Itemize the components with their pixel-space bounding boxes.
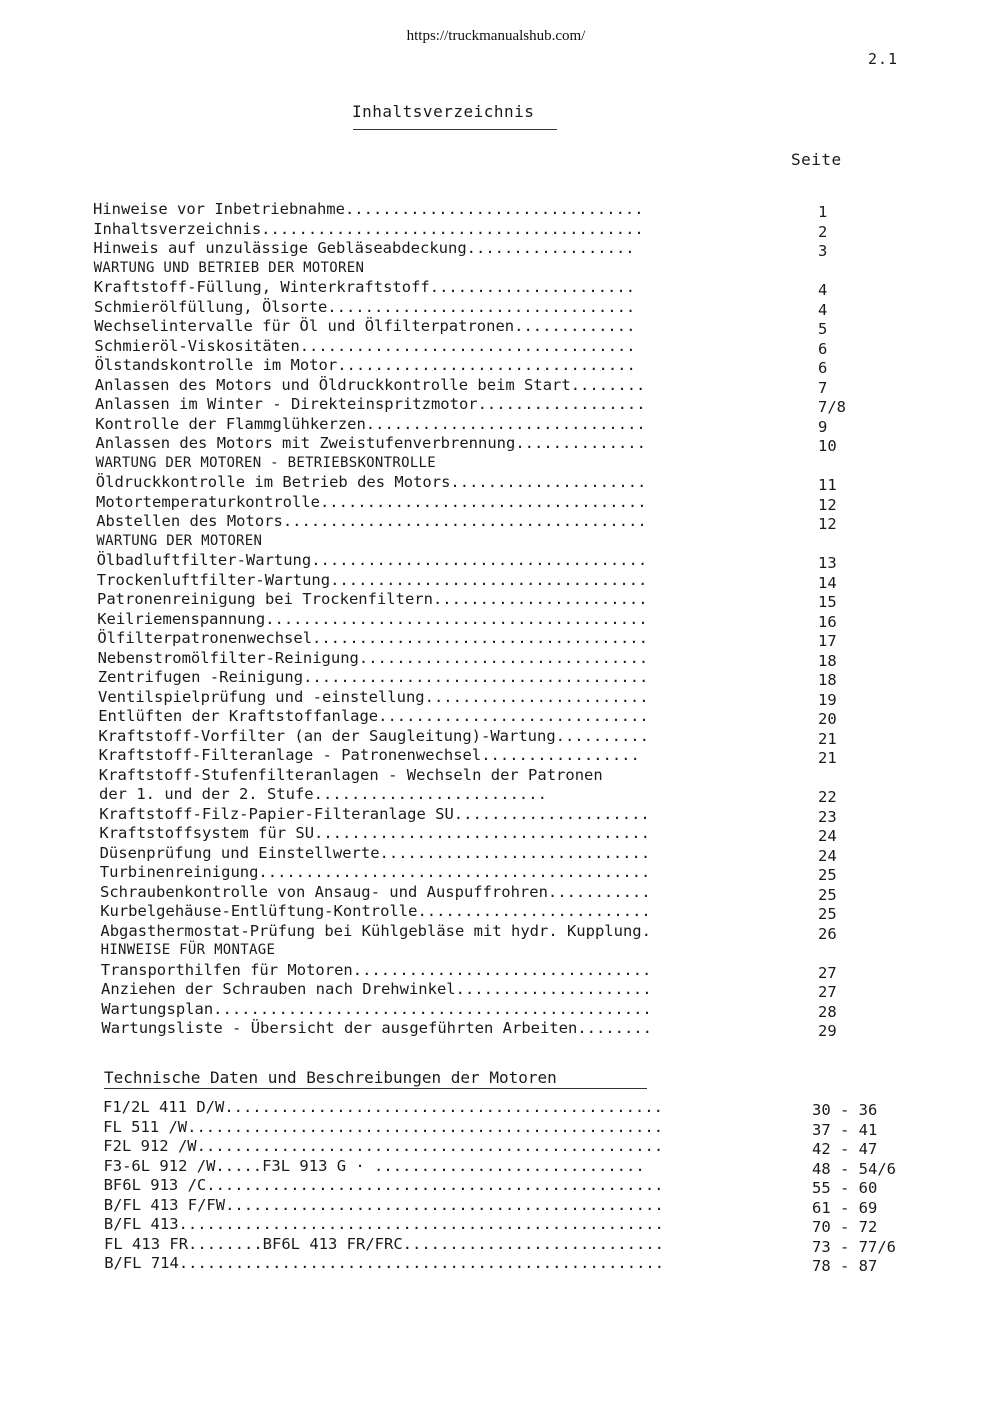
toc-entry-title: F2L 912 /W.................................................. <box>103 1137 664 1155</box>
toc-entry-page: 70 - 72 <box>812 1218 878 1236</box>
toc-entry-page: 20 <box>818 710 837 728</box>
toc-entry-title: Hinweise vor Inbetriebnahme................................ <box>93 200 644 218</box>
toc-entry-title: F3-6L 912 /W.....F3L 913 G · ............................. <box>103 1156 645 1175</box>
table-of-contents <box>0 200 992 1039</box>
toc-entry-page: 25 <box>818 866 837 884</box>
toc-entry-page: 7/8 <box>818 398 846 416</box>
toc-entry <box>0 844 992 864</box>
toc-entry-title: der 1. und der 2. Stufe......................... <box>99 785 547 803</box>
toc-entry-title: Entlüften der Kraftstoffanlage............................. <box>98 707 649 725</box>
toc-entry-title: Kraftstoff-Stufenfilteranlagen - Wechseln der Patronen <box>98 765 603 784</box>
toc-entry <box>0 376 992 396</box>
toc-entry-title: Ölbadluftfilter-Wartung.................................... <box>96 551 648 569</box>
toc-entry-title: Inhaltsverzeichnis......................................... <box>93 219 644 238</box>
toc-entry-title: Düsenprüfung und Einstellwerte............................. <box>99 843 651 862</box>
toc-entry <box>0 590 992 610</box>
toc-entry-page: 21 <box>818 749 837 767</box>
toc-entry <box>0 707 992 727</box>
toc-entry-title: Kraftstoff-Vorfilter (an der Saugleitung)-Wartung.......... <box>98 726 649 745</box>
toc-entry-page: 25 <box>818 885 837 904</box>
toc-entry-page: 29 <box>818 1022 837 1040</box>
toc-entry <box>0 961 992 981</box>
title-underline <box>353 129 557 130</box>
toc-entry-page: 55 - 60 <box>812 1179 878 1197</box>
toc-entry-title: F1/2L 411 D/W............................................... <box>103 1098 663 1116</box>
toc-entry <box>0 1254 992 1274</box>
toc-entry-title: Kraftstoffsystem für SU.................................... <box>99 824 650 842</box>
toc-entry <box>0 1019 992 1039</box>
toc-entry-title: FL 413 FR........BF6L 413 FR/FRC............................ <box>104 1234 664 1253</box>
toc-entry-title: Schmierölfüllung, Ölsorte................................. <box>94 297 636 316</box>
toc-entry <box>0 824 992 844</box>
toc-entry-title: Kontrolle der Flammglühkerzen.............................. <box>95 414 646 433</box>
toc-entry-title: Wartungsliste - Übersicht der ausgeführten Arbeiten........ <box>101 1019 652 1037</box>
toc-entry <box>0 688 992 708</box>
page-title: Inhaltsverzeichnis <box>352 102 535 121</box>
toc-entry-page: 37 - 41 <box>812 1120 878 1139</box>
toc-entry <box>0 902 992 922</box>
toc-entry <box>0 980 992 1000</box>
section-heading <box>0 941 992 961</box>
toc-entry <box>0 298 992 318</box>
toc-entry-page: 48 - 54/6 <box>812 1159 896 1178</box>
toc-entry-page: 19 <box>818 690 837 709</box>
toc-entry-title: Ölstandskontrolle im Motor................................ <box>94 356 636 374</box>
toc-entry-page: 18 <box>818 651 837 670</box>
toc-entry-page: 42 - 47 <box>812 1140 878 1158</box>
section-heading-label: HINWEISE FÜR MONTAGE <box>100 942 276 958</box>
toc-entry-page: 30 - 36 <box>812 1101 878 1119</box>
toc-entry-title: Abstellen des Motors....................................... <box>96 512 647 530</box>
toc-entry <box>0 1118 992 1138</box>
toc-entry <box>0 746 992 766</box>
toc-entry <box>0 434 992 454</box>
section-heading <box>0 532 992 552</box>
toc-entry-page: 15 <box>818 593 837 611</box>
toc-entry <box>0 1215 992 1235</box>
toc-entry-page: 11 <box>818 476 837 494</box>
source-url: https://truckmanualshub.com/ <box>406 28 586 44</box>
toc-entry <box>0 668 992 688</box>
toc-entry <box>0 766 992 786</box>
toc-entry <box>0 1000 992 1020</box>
toc-entry-title: B/FL 413 F/FW............................................... <box>103 1195 664 1214</box>
page-column-header: Seite <box>791 150 842 169</box>
toc-entry <box>0 922 992 942</box>
toc-entry-page: 27 <box>818 963 837 982</box>
section-heading-label: WARTUNG UND BETRIEB DER MOTOREN <box>93 259 365 276</box>
toc-entry-title: Ölfilterpatronenwechsel.................................... <box>97 629 648 647</box>
toc-entry-title: FL 511 /W................................................... <box>103 1117 664 1136</box>
toc-entry-page: 6 <box>818 339 828 358</box>
toc-entry <box>0 317 992 337</box>
toc-entry-title: Anziehen der Schrauben nach Drehwinkel..................... <box>101 980 652 998</box>
toc-entry <box>0 649 992 669</box>
toc-entry-page: 9 <box>818 417 828 436</box>
toc-entry <box>0 1137 992 1157</box>
section-heading <box>0 259 992 279</box>
toc-entry-title: Trockenluftfilter-Wartung.................................. <box>96 570 648 589</box>
toc-entry-page: 10 <box>818 437 837 455</box>
toc-entry-page: 12 <box>818 515 837 533</box>
toc-entry-title: Patronenreinigung bei Trockenfiltern....................... <box>97 590 648 608</box>
toc-entry <box>0 883 992 903</box>
toc-entry <box>0 629 992 649</box>
toc-entry-page: 5 <box>818 320 828 338</box>
toc-entry-page: 4 <box>818 300 828 319</box>
toc-entry-title: Hinweis auf unzulässige Gebläseabdeckung.................. <box>93 239 635 257</box>
toc-entry-page: 73 - 77/6 <box>812 1237 896 1256</box>
toc-entry <box>0 473 992 493</box>
toc-entry-title: Motortemperaturkontrolle................................... <box>96 492 647 511</box>
toc-entry-page: 22 <box>818 788 837 806</box>
toc-entry <box>0 493 992 513</box>
toc-entry-title: B/FL 714.................................................... <box>104 1254 665 1272</box>
toc-entry-page: 7 <box>818 378 828 397</box>
toc-entry-page: 3 <box>818 242 828 260</box>
toc-entry-page: 28 <box>818 1002 837 1021</box>
section-heading-label: WARTUNG DER MOTOREN - BETRIEBSKONTROLLE <box>95 454 437 471</box>
page-number: 2.1 <box>868 50 899 68</box>
toc-entry <box>0 571 992 591</box>
toc-entry <box>0 727 992 747</box>
toc-entry <box>0 200 992 220</box>
toc-entry-title: Keilriemenspannung......................................... <box>97 609 648 628</box>
toc-entry <box>0 1196 992 1216</box>
toc-entry-page: 1 <box>818 203 828 221</box>
toc-entry <box>0 220 992 240</box>
toc-entry-page: 4 <box>818 281 828 299</box>
toc-entry-title: Schraubenkontrolle von Ansaug- und Auspuffrohren........... <box>100 882 651 901</box>
toc-entry-page: 26 <box>818 924 837 943</box>
toc-entry-page: 61 - 69 <box>812 1198 878 1217</box>
toc-entry-title: Abgasthermostat-Prüfung bei Kühlgebläse mit hydr. Kupplung. <box>100 921 651 940</box>
toc-entry-title: B/FL 413.................................................... <box>103 1215 664 1233</box>
toc-entry-page: 23 <box>818 807 837 826</box>
toc-entry-page: 17 <box>818 632 837 650</box>
toc-entry-title: Wechselintervalle für Öl und Ölfilterpatronen............. <box>94 317 636 335</box>
toc-entry-title: Kraftstoff-Filteranlage - Patronenwechsel................. <box>98 746 640 764</box>
toc-entry-page: 24 <box>818 846 837 865</box>
toc-entry <box>0 785 992 805</box>
toc-entry-page: 21 <box>818 729 837 748</box>
toc-entry <box>0 1157 992 1177</box>
toc-entry-title: BF6L 913 /C................................................. <box>103 1176 664 1194</box>
toc-entry <box>0 512 992 532</box>
toc-entry <box>0 551 992 571</box>
toc-entry-title: Anlassen des Motors und Öldruckkontrolle beim Start........ <box>94 375 646 394</box>
toc-entry-title: Turbinenreinigung.......................................... <box>99 863 651 881</box>
tech-heading-underline <box>104 1088 647 1089</box>
toc-entry-page: 18 <box>818 671 837 689</box>
toc-entry-title: Kraftstoff-Filz-Papier-Filteranlage SU..................... <box>99 804 650 823</box>
toc-entry <box>0 1235 992 1255</box>
toc-entry-title: Kurbelgehäuse-Entlüftung-Kontrolle......................... <box>100 902 651 920</box>
toc-entry-title: Wartungsplan............................................... <box>101 999 652 1018</box>
section-heading-label: WARTUNG DER MOTOREN <box>96 532 263 549</box>
toc-entry <box>0 239 992 259</box>
toc-entry <box>0 863 992 883</box>
toc-entry-page: 12 <box>818 495 837 514</box>
toc-entry-page: 13 <box>818 554 837 572</box>
toc-entry <box>0 356 992 376</box>
toc-entry-title: Schmieröl-Viskositäten.................................... <box>94 336 636 355</box>
toc-entry-page: 6 <box>818 359 828 377</box>
toc-entry <box>0 1098 992 1118</box>
toc-entry-title: Kraftstoff-Füllung, Winterkraftstoff...................... <box>93 278 636 296</box>
toc-entry-page: 14 <box>818 573 837 592</box>
toc-entry <box>0 278 992 298</box>
toc-entry-title: Öldruckkontrolle im Betrieb des Motors..................... <box>95 473 647 491</box>
toc-entry <box>0 610 992 630</box>
toc-entry-title: Ventilspielprüfung und -einstellung........................ <box>98 687 649 706</box>
toc-entry-page: 24 <box>818 827 837 845</box>
section-heading <box>0 454 992 474</box>
toc-entry <box>0 1176 992 1196</box>
toc-entry <box>0 415 992 435</box>
toc-entry-title: Transporthilfen für Motoren................................ <box>100 960 652 979</box>
toc-entry <box>0 337 992 357</box>
toc-entry-title: Anlassen des Motors mit Zweistufenverbrennung.............. <box>95 434 646 452</box>
toc-entry-page: 2 <box>818 222 828 241</box>
toc-entry-page: 27 <box>818 983 837 1001</box>
toc-entry-title: Anlassen im Winter - Direkteinspritzmotor.................. <box>95 395 646 413</box>
toc-entry-title: Zentrifugen -Reinigung..................................... <box>97 668 649 686</box>
technical-data-list <box>0 1098 992 1274</box>
tech-section-heading: Technische Daten und Beschreibungen der Motoren <box>104 1068 557 1087</box>
toc-entry-page: 25 <box>818 905 837 923</box>
toc-entry-page: 16 <box>818 612 837 631</box>
toc-entry-page: 78 - 87 <box>812 1257 878 1275</box>
toc-entry <box>0 805 992 825</box>
toc-entry-title: Nebenstromölfilter-Reinigung............................... <box>97 648 649 667</box>
toc-entry <box>0 395 992 415</box>
